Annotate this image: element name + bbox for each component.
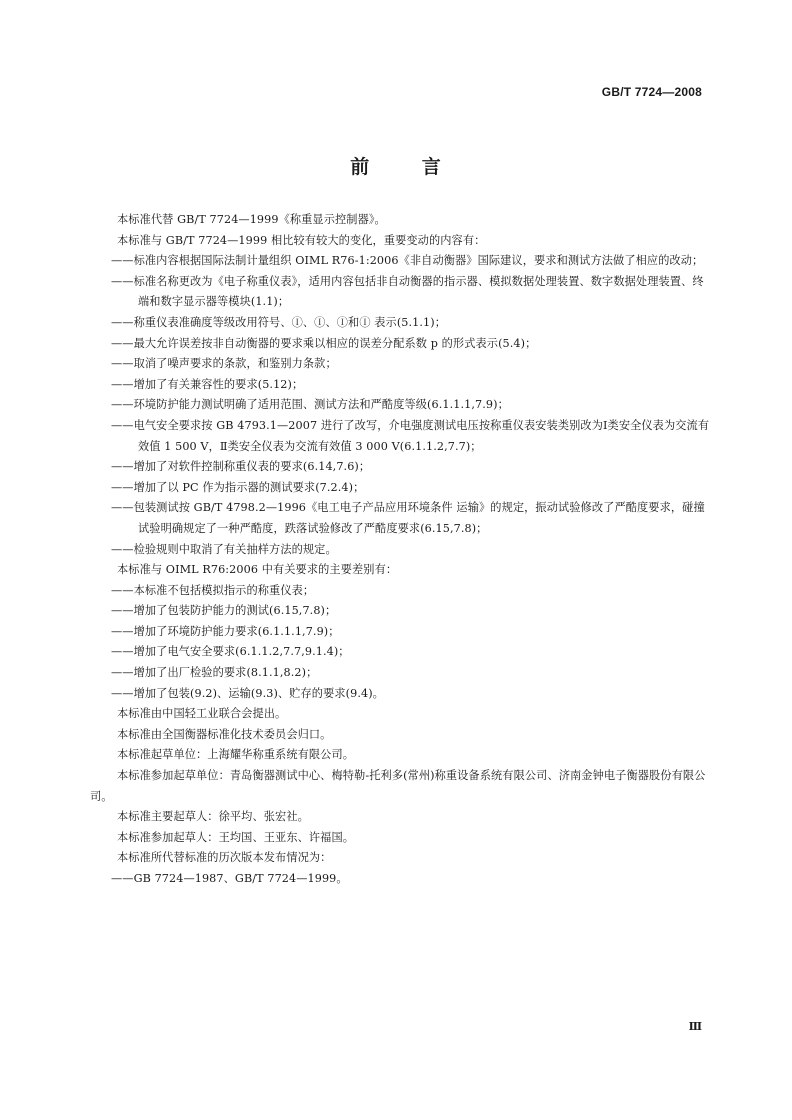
- list-item: ——增加了对软件控制称重仪表的要求(6.14,7.6)；: [111, 460, 371, 474]
- standard-number: GB/T 7724—2008: [601, 85, 702, 99]
- paragraph: 本标准参加起草人：王均国、王亚东、许福国。: [117, 830, 355, 844]
- list-item: ——最大允许误差按非自动衡器的要求乘以相应的误差分配系数 p 的形式表示(5.4)；: [111, 336, 537, 350]
- paragraph: 本标准主要起草人：徐平均、张宏社。: [117, 810, 309, 824]
- list-item: ——增加了有关兼容性的要求(5.12)；: [111, 377, 304, 391]
- list-item: ——增加了出厂检验的要求(8.1.1,8.2)；: [111, 666, 318, 680]
- list-item: ——环境防护能力测试明确了适用范围、测试方法和严酷度等级(6.1.1.1,7.9)；: [111, 398, 509, 412]
- list-item: ——标准名称更改为《电子称重仪表》，适用内容包括非自动衡器的指示器、模拟数据处理装置、数字数据处理装置、终端和数字显示器等模块(1.1)；: [111, 274, 704, 309]
- paragraph: 本标准所代替标准的历次版本发布情况为：: [117, 851, 332, 865]
- list-item: ——增加了包装(9.2)、运输(9.3)、贮存的要求(9.4)。: [111, 686, 384, 700]
- list-item: ——GB 7724—1987、GB/T 7724—1999。: [111, 872, 348, 885]
- paragraph: 本标准代替 GB/T 7724—1999《称重显示控制器》。: [117, 213, 386, 226]
- list-item: ——本标准不包括模拟指示的称重仪表；: [111, 583, 315, 597]
- paragraph: 本标准由全国衡器标准化技术委员会归口。: [117, 727, 332, 741]
- paragraph: 本标准与 OIML R76:2006 中有关要求的主要差别有：: [117, 563, 398, 577]
- list-item: ——增加了以 PC 作为指示器的测试要求(7.2.4)；: [111, 480, 365, 494]
- paragraph: 本标准由中国轻工业联合会提出。: [117, 707, 287, 721]
- list-item: ——称重仪表准确度等级改用符号、Ⓘ、Ⓘ、Ⓘ和Ⓘ 表示(5.1.1)；: [111, 315, 447, 329]
- page-title: 前 言: [350, 156, 442, 178]
- paragraph: 本标准参加起草单位：青岛衡器测试中心、梅特勒-托利多(常州)称重设备系统有限公司、济南金钟电子衡器股份有限公司。: [90, 769, 706, 803]
- paragraph: 本标准起草单位：上海耀华称重系统有限公司。: [117, 748, 355, 762]
- paragraph: 本标准与 GB/T 7724—1999 相比较有较大的变化，重要变动的内容有：: [117, 233, 486, 247]
- list-item: ——包装测试按 GB/T 4798.2—1996《电工电子产品应用环境条件 运输》的规定，振动试验修改了严酷度要求，碰撞试验明确规定了一种严酷度，跌落试验修改了严酷度要求(6.15,7.8)；: [111, 501, 705, 535]
- list-item: ——增加了包装防护能力的测试(6.15,7.8)；: [111, 604, 337, 618]
- list-item: ——增加了环境防护能力要求(6.1.1.1,7.9)；: [111, 624, 340, 638]
- list-item: ——取消了噪声要求的条款，和鉴别力条款；: [111, 357, 337, 371]
- foreword-body: [90, 210, 710, 890]
- list-item: ——检验规则中取消了有关抽样方法的规定。: [111, 542, 337, 556]
- list-item: ——标准内容根据国际法制计量组织 OIML R76-1:2006《非自动衡器》国际建议，要求和测试方法做了相应的改动；: [111, 254, 704, 268]
- list-item: ——增加了电气安全要求(6.1.1.2,7.7,9.1.4)；: [111, 645, 350, 659]
- list-item: ——电气安全要求按 GB 4793.1—2007 进行了改写，介电强度测试电压按称重仪表安装类别改为Ⅰ类安全仪表为交流有效值 1 500 V，Ⅱ类安全仪表为交流有效值 3 000 V(6.1.1.2,7.7)；: [111, 418, 710, 453]
- page-number: Ⅲ: [688, 1020, 702, 1033]
